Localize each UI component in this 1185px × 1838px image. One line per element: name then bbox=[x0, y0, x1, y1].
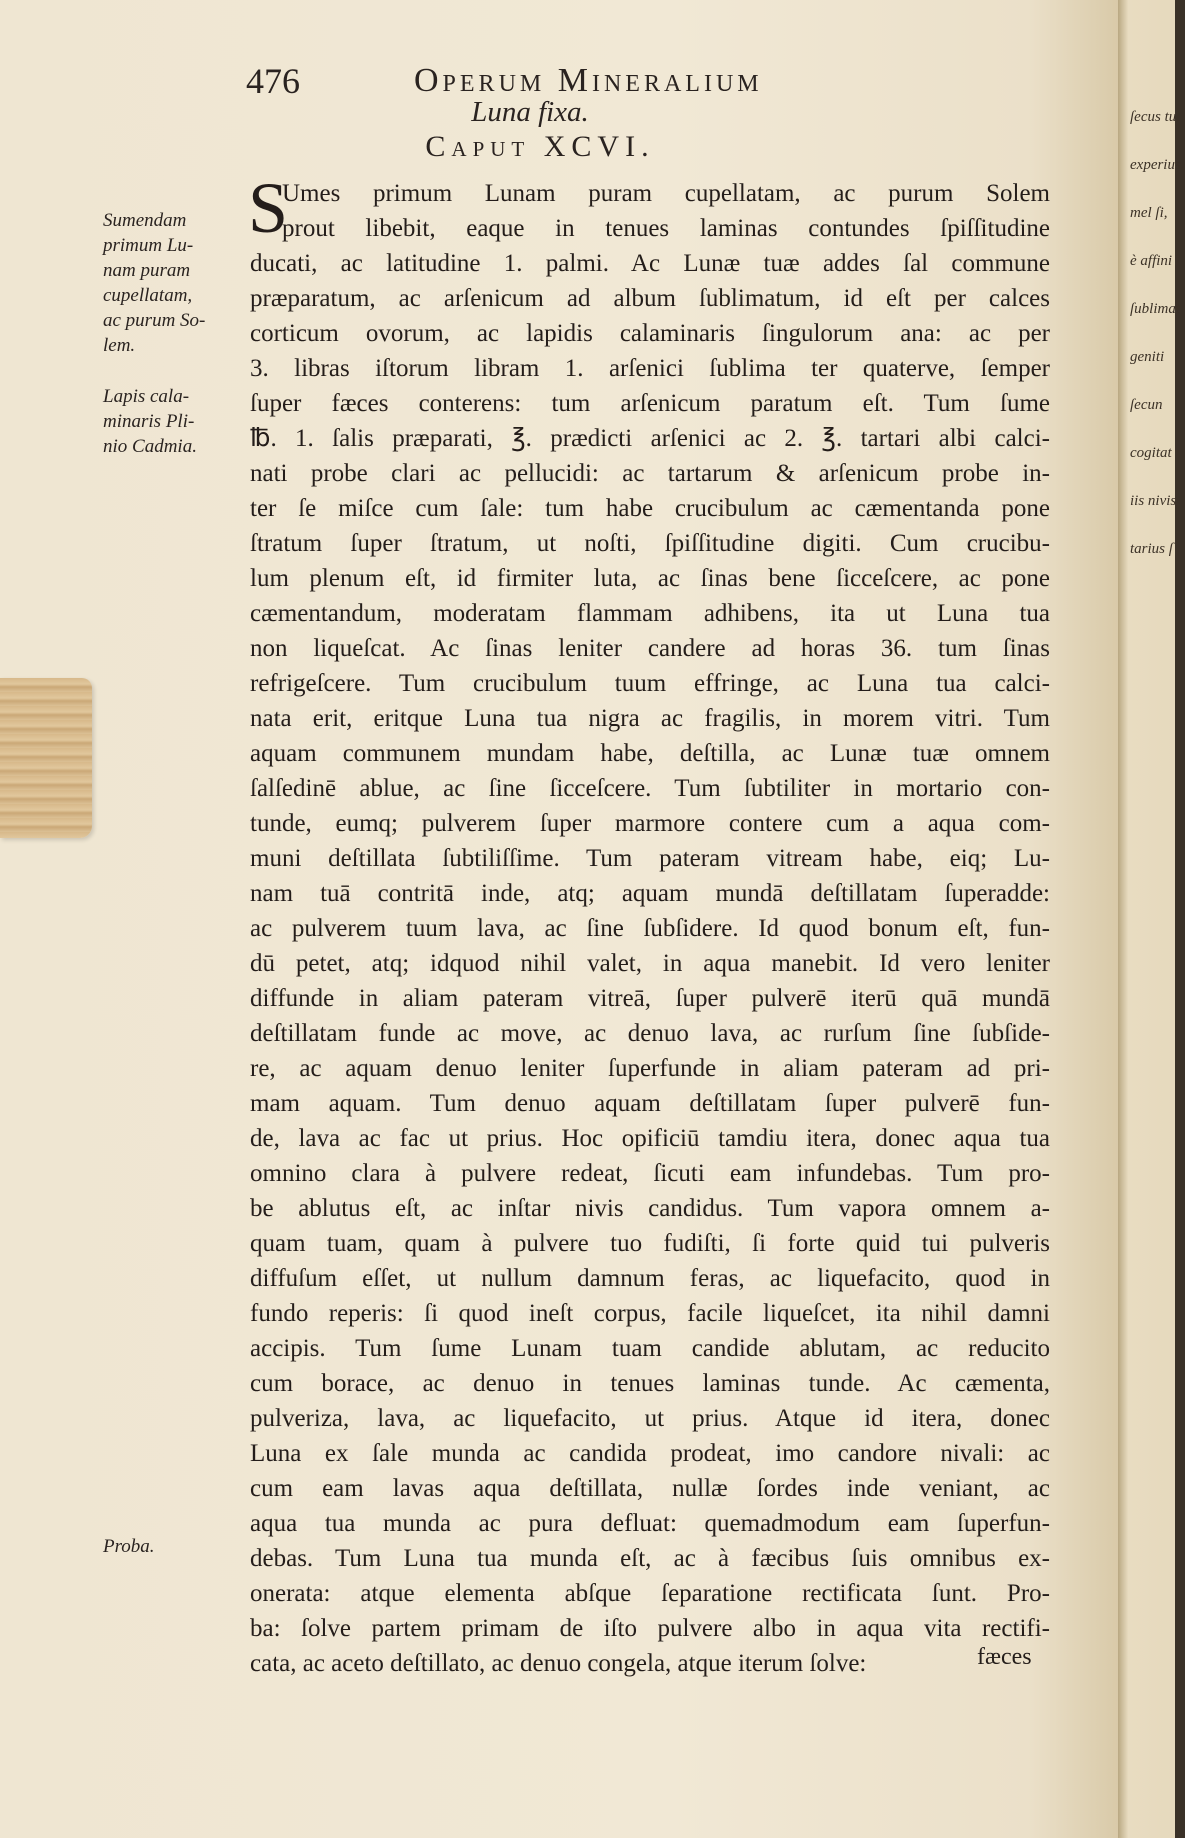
text-line: refrigeſcere. Tum crucibulum tuum effringe, ac Luna tua calci- bbox=[250, 670, 1050, 697]
margin-note-line: ac purum So- bbox=[103, 310, 206, 331]
text-line: ſtratum ſuper ſtratum, ut noſti, ſpiſſitudine digiti. Cum crucibu- bbox=[250, 530, 1050, 557]
text-line: debas. Tum Luna tua munda eſt, ac à fæcibus ſuis omnibus ex- bbox=[250, 1545, 1050, 1572]
facing-page-fragment: mel ſi, bbox=[1130, 205, 1168, 221]
text-line: ℔. 1. ſalis præparati, ℥. prædicti arſenici ac 2. ℥. tartari albi calci- bbox=[250, 425, 1050, 452]
text-line: cum borace, ac denuo in tenues laminas tunde. Ac cæmenta, bbox=[250, 1370, 1050, 1397]
text-line: omnino clara à pulvere redeat, ſicuti eam infundebas. Tum pro- bbox=[250, 1160, 1050, 1187]
text-line: prout libebit, eaque in tenues laminas contundes ſpiſſitudine bbox=[282, 215, 1050, 242]
drop-capital: S bbox=[248, 168, 289, 248]
text-line: Luna ex ſale munda ac candida prodeat, imo candore nivali: ac bbox=[250, 1440, 1050, 1467]
facing-page-fragment: iis nivis bbox=[1130, 493, 1177, 509]
text-line: fundo reperis: ſi quod ineſt corpus, facile liqueſcet, ita nihil damni bbox=[250, 1300, 1050, 1327]
text-line: quam tuam, quam à pulvere tuo fudiſti, ſi forte quid tui pulveris bbox=[250, 1230, 1050, 1257]
margin-note-line: Proba. bbox=[103, 1536, 155, 1557]
facing-page-fragment: cogitat bbox=[1130, 445, 1172, 461]
margin-note-line: lem. bbox=[103, 335, 136, 356]
text-line: tunde, eumq; pulverem ſuper marmore contere cum a aqua com- bbox=[250, 810, 1050, 837]
facing-page-edge bbox=[1118, 0, 1185, 1838]
text-line: non liqueſcat. Ac ſinas leniter candere ad horas 36. tum ſinas bbox=[250, 635, 1050, 662]
body-text bbox=[250, 176, 1050, 1681]
text-line: præparatum, ac arſenicum ad album ſublimatum, id eſt per calces bbox=[250, 285, 1050, 312]
text-line: 3. libras iſtorum libram 1. arſenici ſublima ter quaterve, ſemper bbox=[250, 355, 1050, 382]
text-line: diffunde in aliam pateram vitreā, ſuper pulverē iterū quā mundā bbox=[250, 985, 1050, 1012]
text-line: aquam communem mundam habe, deſtilla, ac Lunæ tuæ omnem bbox=[250, 740, 1050, 767]
text-line: ducati, ac latitudine 1. palmi. Ac Lunæ tuæ addes ſal commune bbox=[250, 250, 1050, 277]
text-line: diffuſum eſſet, ut nullum damnum feras, ac liquefacito, quod in bbox=[250, 1265, 1050, 1292]
margin-note-line: minaris Pli- bbox=[103, 411, 195, 432]
text-line: cata, ac aceto deſtillato, ac denuo congela, atque iterum ſolve: bbox=[250, 1650, 867, 1677]
text-line: nata erit, eritque Luna tua nigra ac fragilis, in morem vitri. Tum bbox=[250, 705, 1050, 732]
facing-page-fragment: è affini bbox=[1130, 253, 1173, 269]
margin-note-sumendam bbox=[103, 208, 245, 358]
text-line: nati probe clari ac pellucidi: ac tartarum & arſenicum probe in- bbox=[250, 460, 1050, 487]
text-line: lum plenum eſt, id firmiter luta, ac ſinas bene ſicceſcere, ac pone bbox=[250, 565, 1050, 592]
text-line: dū petet, atq; idquod nihil valet, in aqua manebit. Id vero leniter bbox=[250, 950, 1050, 977]
facing-page-fragment: geniti bbox=[1130, 349, 1165, 365]
facing-page-fragment: ſecus tul bbox=[1130, 109, 1181, 125]
margin-note-lapis bbox=[103, 384, 245, 459]
margin-note-line: nam puram bbox=[103, 260, 191, 281]
text-line: de, lava ac fac ut prius. Hoc opificiū tamdiu itera, donec aqua tua bbox=[250, 1125, 1050, 1152]
catchword: fæces bbox=[977, 1644, 1032, 1670]
text-line: cum eam lavas aqua deſtillata, nullæ ſordes inde veniant, ac bbox=[250, 1475, 1050, 1502]
text-line: ba: ſolve partem primam de iſto pulvere albo in aqua vita rectifi- bbox=[250, 1615, 1050, 1642]
text-line: mam aquam. Tum denuo aquam deſtillatam ſuper pulverē fun- bbox=[250, 1090, 1050, 1117]
text-line: deſtillatam funde ac move, ac denuo lava, ac rurſum ſine ſubſide- bbox=[250, 1020, 1050, 1047]
text-line: cæmentandum, moderatam flammam adhibens, ita ut Luna tua bbox=[250, 600, 1050, 627]
text-line: accipis. Tum ſume Lunam tuam candide ablutam, ac reducito bbox=[250, 1335, 1050, 1362]
facing-page-fragment: tarius ſ bbox=[1130, 541, 1173, 557]
text-line: nam tuā contritā inde, atq; aquam mundā deſtillatam ſuperadde: bbox=[250, 880, 1050, 907]
margin-note-line: Sumendam bbox=[103, 210, 187, 231]
facing-page-fragment: experius. bbox=[1130, 157, 1185, 173]
text-line: Umes primum Lunam puram cupellatam, ac purum Solem bbox=[282, 180, 1050, 207]
facing-page-fragment: ſublimat bbox=[1130, 301, 1181, 317]
margin-note-line: primum Lu- bbox=[103, 235, 194, 256]
text-line: be ablutus eſt, ac inſtar nivis candidus. Tum vapora omnem a- bbox=[250, 1195, 1050, 1222]
page-number: 476 bbox=[246, 61, 300, 101]
text-line: onerata: atque elementa abſque ſeparatione rectificata ſunt. Pro- bbox=[250, 1580, 1050, 1607]
paper-tab-bookmark bbox=[0, 678, 92, 838]
facing-page-fragment: ſecun bbox=[1130, 397, 1163, 413]
chapter-heading: Caput XCVI. bbox=[425, 130, 655, 163]
margin-note-line: nio Cadmia. bbox=[103, 436, 197, 457]
section-subtitle: Luna fixa. bbox=[471, 96, 589, 128]
running-title: Operum Mineralium bbox=[414, 62, 763, 99]
text-line: pulveriza, lava, ac liquefacito, ut prius. Atque id itera, donec bbox=[250, 1405, 1050, 1432]
text-line: corticum ovorum, ac lapidis calaminaris ſingulorum ana: ac per bbox=[250, 320, 1050, 347]
text-line: ter ſe miſce cum ſale: tum habe crucibulum ac cæmentanda pone bbox=[250, 495, 1050, 522]
text-line: ſuper fæces conterens: tum arſenicum paratum eſt. Tum ſume bbox=[250, 390, 1050, 417]
text-line: ſalſedinē ablue, ac ſine ſicceſcere. Tum ſubtiliter in mortario con- bbox=[250, 775, 1050, 802]
margin-note-line: cupellatam, bbox=[103, 285, 193, 306]
text-line: re, ac aquam denuo leniter ſuperfunde in aliam pateram ad pri- bbox=[250, 1055, 1050, 1082]
text-line: aqua tua munda ac pura defluat: quemadmodum eam ſuperfun- bbox=[250, 1510, 1050, 1537]
margin-note-proba bbox=[103, 1534, 245, 1559]
text-line: ac pulverem tuum lava, ac ſine ſubſidere. Id quod bonum eſt, fun- bbox=[250, 915, 1050, 942]
text-line: muni deſtillata ſubtiliſſime. Tum pateram vitream habe, eiq; Lu- bbox=[250, 845, 1050, 872]
margin-note-line: Lapis cala- bbox=[103, 386, 190, 407]
